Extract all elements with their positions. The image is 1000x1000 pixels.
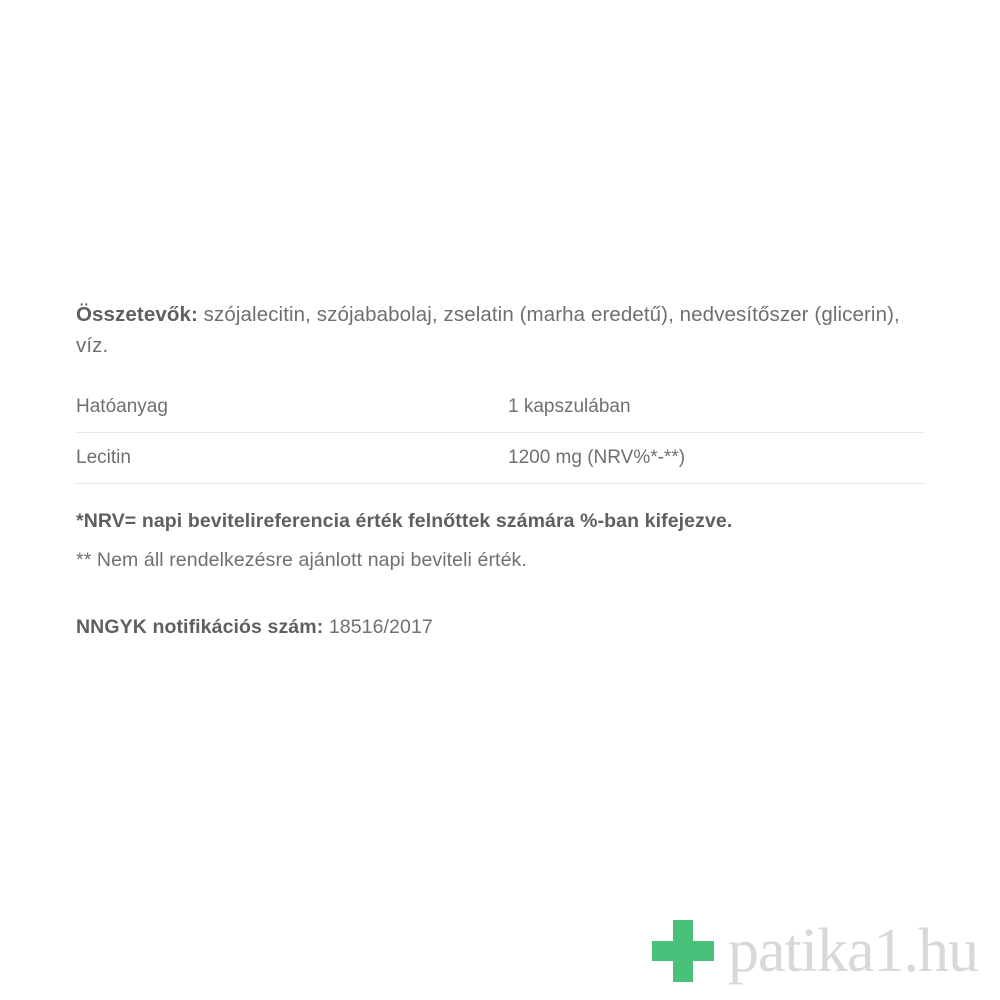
- medical-cross-icon: [652, 920, 714, 982]
- table-header-row: [76, 396, 924, 433]
- cross-vertical-bar: [673, 920, 693, 982]
- notification-value: 18516/2017: [323, 615, 433, 638]
- notes-block: [76, 510, 924, 572]
- cell-substance-amount: 1200 mg (NRV%*-**): [508, 432, 924, 483]
- column-header-amount: 1 kapszulában: [508, 396, 924, 433]
- ingredients-paragraph: [76, 300, 924, 362]
- product-info-content: [76, 300, 924, 639]
- nutrition-table-head: [76, 396, 924, 433]
- ingredients-text: szójalecitin, szójababolaj, zselatin (marha eredetű), nedvesítőszer (glicerin), víz.: [76, 303, 900, 357]
- nutrition-table-body: [76, 432, 924, 483]
- watermark-text: patika1.hu: [728, 917, 978, 985]
- watermark: [652, 917, 978, 985]
- cell-substance-name: Lecitin: [76, 432, 508, 483]
- nutrition-table: [76, 396, 924, 484]
- nrv-note: *NRV= napi bevitelireferencia érték felnőttek számára %-ban kifejezve.: [76, 509, 733, 532]
- no-reference-note: ** Nem áll rendelkezésre ajánlott napi beviteli érték.: [76, 548, 527, 571]
- notification-label: NNGYK notifikációs szám:: [76, 615, 324, 638]
- column-header-substance: Hatóanyag: [76, 396, 508, 433]
- notification-number: [76, 616, 924, 639]
- table-row: [76, 432, 924, 483]
- ingredients-label: Összetevők:: [76, 303, 198, 326]
